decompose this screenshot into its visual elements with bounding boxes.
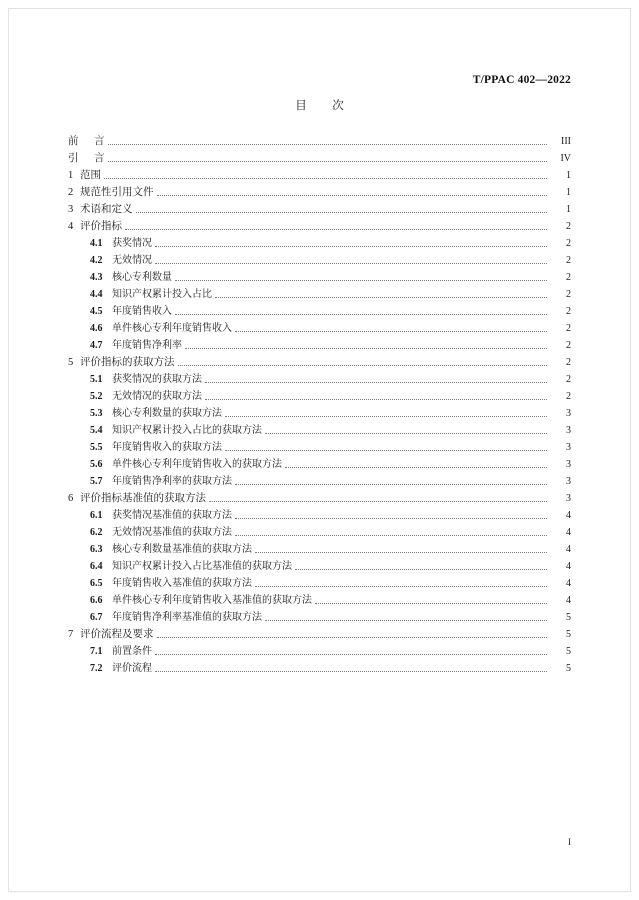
toc-entry-number: 4.1 — [90, 238, 103, 249]
toc-entry-page-number: 5 — [566, 646, 571, 657]
toc-entry-page-number: 2 — [566, 374, 571, 385]
toc-entry-page-number: 4 — [566, 595, 571, 606]
toc-entry-number: 7.2 — [90, 663, 103, 674]
toc-entry-page-number: 3 — [566, 459, 571, 470]
toc-entry-page-number: 4 — [566, 544, 571, 555]
toc-entry-number: 4.6 — [90, 323, 103, 334]
toc-entry-page-number: 4 — [566, 561, 571, 572]
toc-entry-page-number: 4 — [566, 578, 571, 589]
toc-entry-page-number: 4 — [566, 527, 571, 538]
toc-entry-number: 6.3 — [90, 544, 103, 555]
toc-entry-number: 4.7 — [90, 340, 103, 351]
standard-code-header: T/PPAC 402—2022 — [472, 74, 571, 86]
toc-entry-number: 5.4 — [90, 425, 103, 436]
toc-entry-number: 5.7 — [90, 476, 103, 487]
toc-entry-number: 6.5 — [90, 578, 103, 589]
toc-entry-title: 单件核心专利年度销售收入 — [112, 323, 232, 334]
toc-entry-page-number: 2 — [566, 289, 571, 300]
toc-entry-number: 2 — [68, 186, 74, 198]
toc-entry-number: 5.6 — [90, 459, 103, 470]
toc-entry-page-number: 1 — [566, 204, 571, 215]
toc-entry-page-number: 2 — [566, 306, 571, 317]
toc-entry-title: 知识产权累计投入占比 — [112, 289, 212, 300]
toc-entry-page-number: 2 — [566, 272, 571, 283]
toc-entry-number: 6.4 — [90, 561, 103, 572]
toc-entry-number: 5 — [68, 356, 74, 368]
toc-entry-page-number: IV — [560, 153, 571, 164]
toc-entry-page-number: 3 — [566, 442, 571, 453]
toc-entry-title-suffix: 言 — [94, 152, 105, 164]
toc-entry-page-number: 4 — [566, 510, 571, 521]
toc-entry-page-number: 2 — [566, 357, 571, 368]
toc-entry-title: 获奖情况 — [112, 238, 152, 249]
toc-entry-title: 术语和定义 — [80, 203, 133, 215]
toc-entry-page-number: 3 — [566, 493, 571, 504]
toc-entry-title: 无效情况基准值的获取方法 — [112, 527, 232, 538]
toc-entry-title: 范围 — [80, 169, 101, 181]
toc-entry-page-number: 3 — [566, 476, 571, 487]
toc-entry-number: 4 — [68, 220, 74, 232]
toc-entry-page-number: 3 — [566, 408, 571, 419]
toc-entry-number: 4.2 — [90, 255, 103, 266]
toc-entry-title: 年度销售收入的获取方法 — [112, 442, 222, 453]
toc-entry-page-number: 5 — [566, 663, 571, 674]
toc-entry-title: 年度销售收入基准值的获取方法 — [112, 578, 252, 589]
toc-entry-number: 3 — [68, 203, 74, 215]
toc-entry-page-number: 2 — [566, 323, 571, 334]
toc-entry-number: 6.7 — [90, 612, 103, 623]
toc-entry-page-number: 2 — [566, 255, 571, 266]
toc-entry-page-number: 3 — [566, 425, 571, 436]
toc-entry-number: 5.3 — [90, 408, 103, 419]
toc-entry-title: 核心专利数量 — [112, 272, 172, 283]
toc-entry-number: 4.4 — [90, 289, 103, 300]
toc-entry-title: 核心专利数量的获取方法 — [112, 408, 222, 419]
toc-entry-title-suffix: 言 — [94, 135, 105, 147]
toc-entry-number: 6.1 — [90, 510, 103, 521]
toc-entry-title: 知识产权累计投入占比基准值的获取方法 — [112, 561, 292, 572]
toc-entry-title: 知识产权累计投入占比的获取方法 — [112, 425, 262, 436]
toc-entry-number: 5.1 — [90, 374, 103, 385]
toc-entry-title: 无效情况 — [112, 255, 152, 266]
toc-entry-title-prefix: 前 — [68, 135, 79, 147]
toc-entry-number: 5.5 — [90, 442, 103, 453]
toc-entry-page-number: III — [561, 136, 571, 147]
toc-entry-number: 6.2 — [90, 527, 103, 538]
toc-entry-title: 规范性引用文件 — [80, 186, 154, 198]
toc-entry-page-number: 2 — [566, 340, 571, 351]
toc-entry-title: 评价指标基准值的获取方法 — [80, 492, 206, 504]
toc-entry-page-number: 2 — [566, 221, 571, 232]
toc-entry-number: 5.2 — [90, 391, 103, 402]
toc-entry-title: 核心专利数量基准值的获取方法 — [112, 544, 252, 555]
toc-entry-number: 4.5 — [90, 306, 103, 317]
toc-entry-title: 评价指标的获取方法 — [80, 356, 175, 368]
toc-entry-title: 获奖情况的获取方法 — [112, 374, 202, 385]
toc-entry-page-number: 2 — [566, 391, 571, 402]
toc-entry-title: 年度销售收入 — [112, 306, 172, 317]
toc-entry-page-number: 5 — [566, 629, 571, 640]
footer-page-number: I — [567, 838, 571, 848]
toc-entry-title: 无效情况的获取方法 — [112, 391, 202, 402]
toc-entry-title-prefix: 引 — [68, 152, 79, 164]
toc-entry-number: 7 — [68, 628, 74, 640]
toc-entry-title: 评价指标 — [80, 220, 122, 232]
toc-entry-title: 年度销售净利率 — [112, 340, 182, 351]
toc-entry-title: 评价流程 — [112, 663, 152, 674]
toc-entry-page-number: 1 — [566, 170, 571, 181]
toc-entry-number: 6.6 — [90, 595, 103, 606]
page-title: 目 次 — [295, 100, 351, 112]
toc-entry-page-number: 1 — [566, 187, 571, 198]
toc-entry-title: 年度销售净利率的获取方法 — [112, 476, 232, 487]
toc-entry-page-number: 5 — [566, 612, 571, 623]
toc-entry-title: 年度销售净利率基准值的获取方法 — [112, 612, 262, 623]
toc-entry-number: 4.3 — [90, 272, 103, 283]
toc-entry-title: 前置条件 — [112, 646, 152, 657]
toc-entry-title: 单件核心专利年度销售收入的获取方法 — [112, 459, 282, 470]
toc-entry-title: 单件核心专利年度销售收入基准值的获取方法 — [112, 595, 312, 606]
toc-entry-number: 7.1 — [90, 646, 103, 657]
toc-entry-page-number: 2 — [566, 238, 571, 249]
toc-entry-title: 评价流程及要求 — [80, 628, 154, 640]
toc-entry-number: 1 — [68, 169, 74, 181]
toc-entry-title: 获奖情况基准值的获取方法 — [112, 510, 232, 521]
toc-entry-number: 6 — [68, 492, 74, 504]
